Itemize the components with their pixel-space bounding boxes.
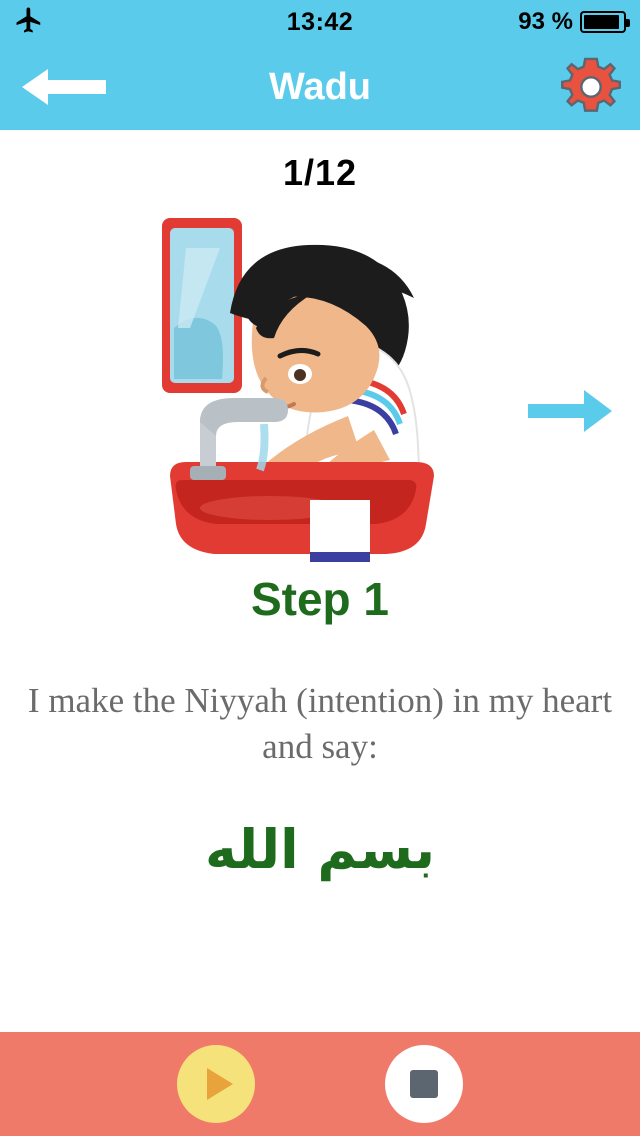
arabic-text: بسم الله (205, 818, 435, 882)
status-bar (0, 0, 640, 44)
play-button[interactable] (177, 1045, 255, 1123)
status-bar-time: 13:42 (286, 7, 354, 36)
gear-icon (560, 56, 622, 118)
battery-fill (584, 15, 619, 29)
next-arrow-icon (526, 384, 616, 438)
player-toolbar (0, 1032, 640, 1136)
airplane-icon (14, 5, 44, 40)
nav-bar (0, 44, 640, 130)
play-icon (207, 1068, 233, 1100)
page-title: Wadu (268, 65, 371, 108)
step-counter: 1/12 (282, 152, 358, 193)
back-button[interactable] (18, 57, 110, 117)
battery-icon (580, 11, 626, 33)
main-content (0, 130, 640, 1032)
step-title: Step 1 (250, 573, 390, 625)
stop-button[interactable] (385, 1045, 463, 1123)
stop-icon (410, 1070, 438, 1098)
battery-percent-label: 93 % (518, 8, 573, 35)
status-bar-left (14, 5, 44, 40)
illustration-area (0, 208, 640, 568)
status-bar-right (518, 8, 626, 36)
next-button[interactable] (526, 384, 616, 438)
settings-button[interactable] (560, 56, 622, 118)
boy-washing-hands-illustration (160, 208, 480, 568)
back-arrow-icon (18, 59, 110, 115)
instruction-text: I make the Niyyah (intention) in my heart and say: (27, 681, 613, 767)
